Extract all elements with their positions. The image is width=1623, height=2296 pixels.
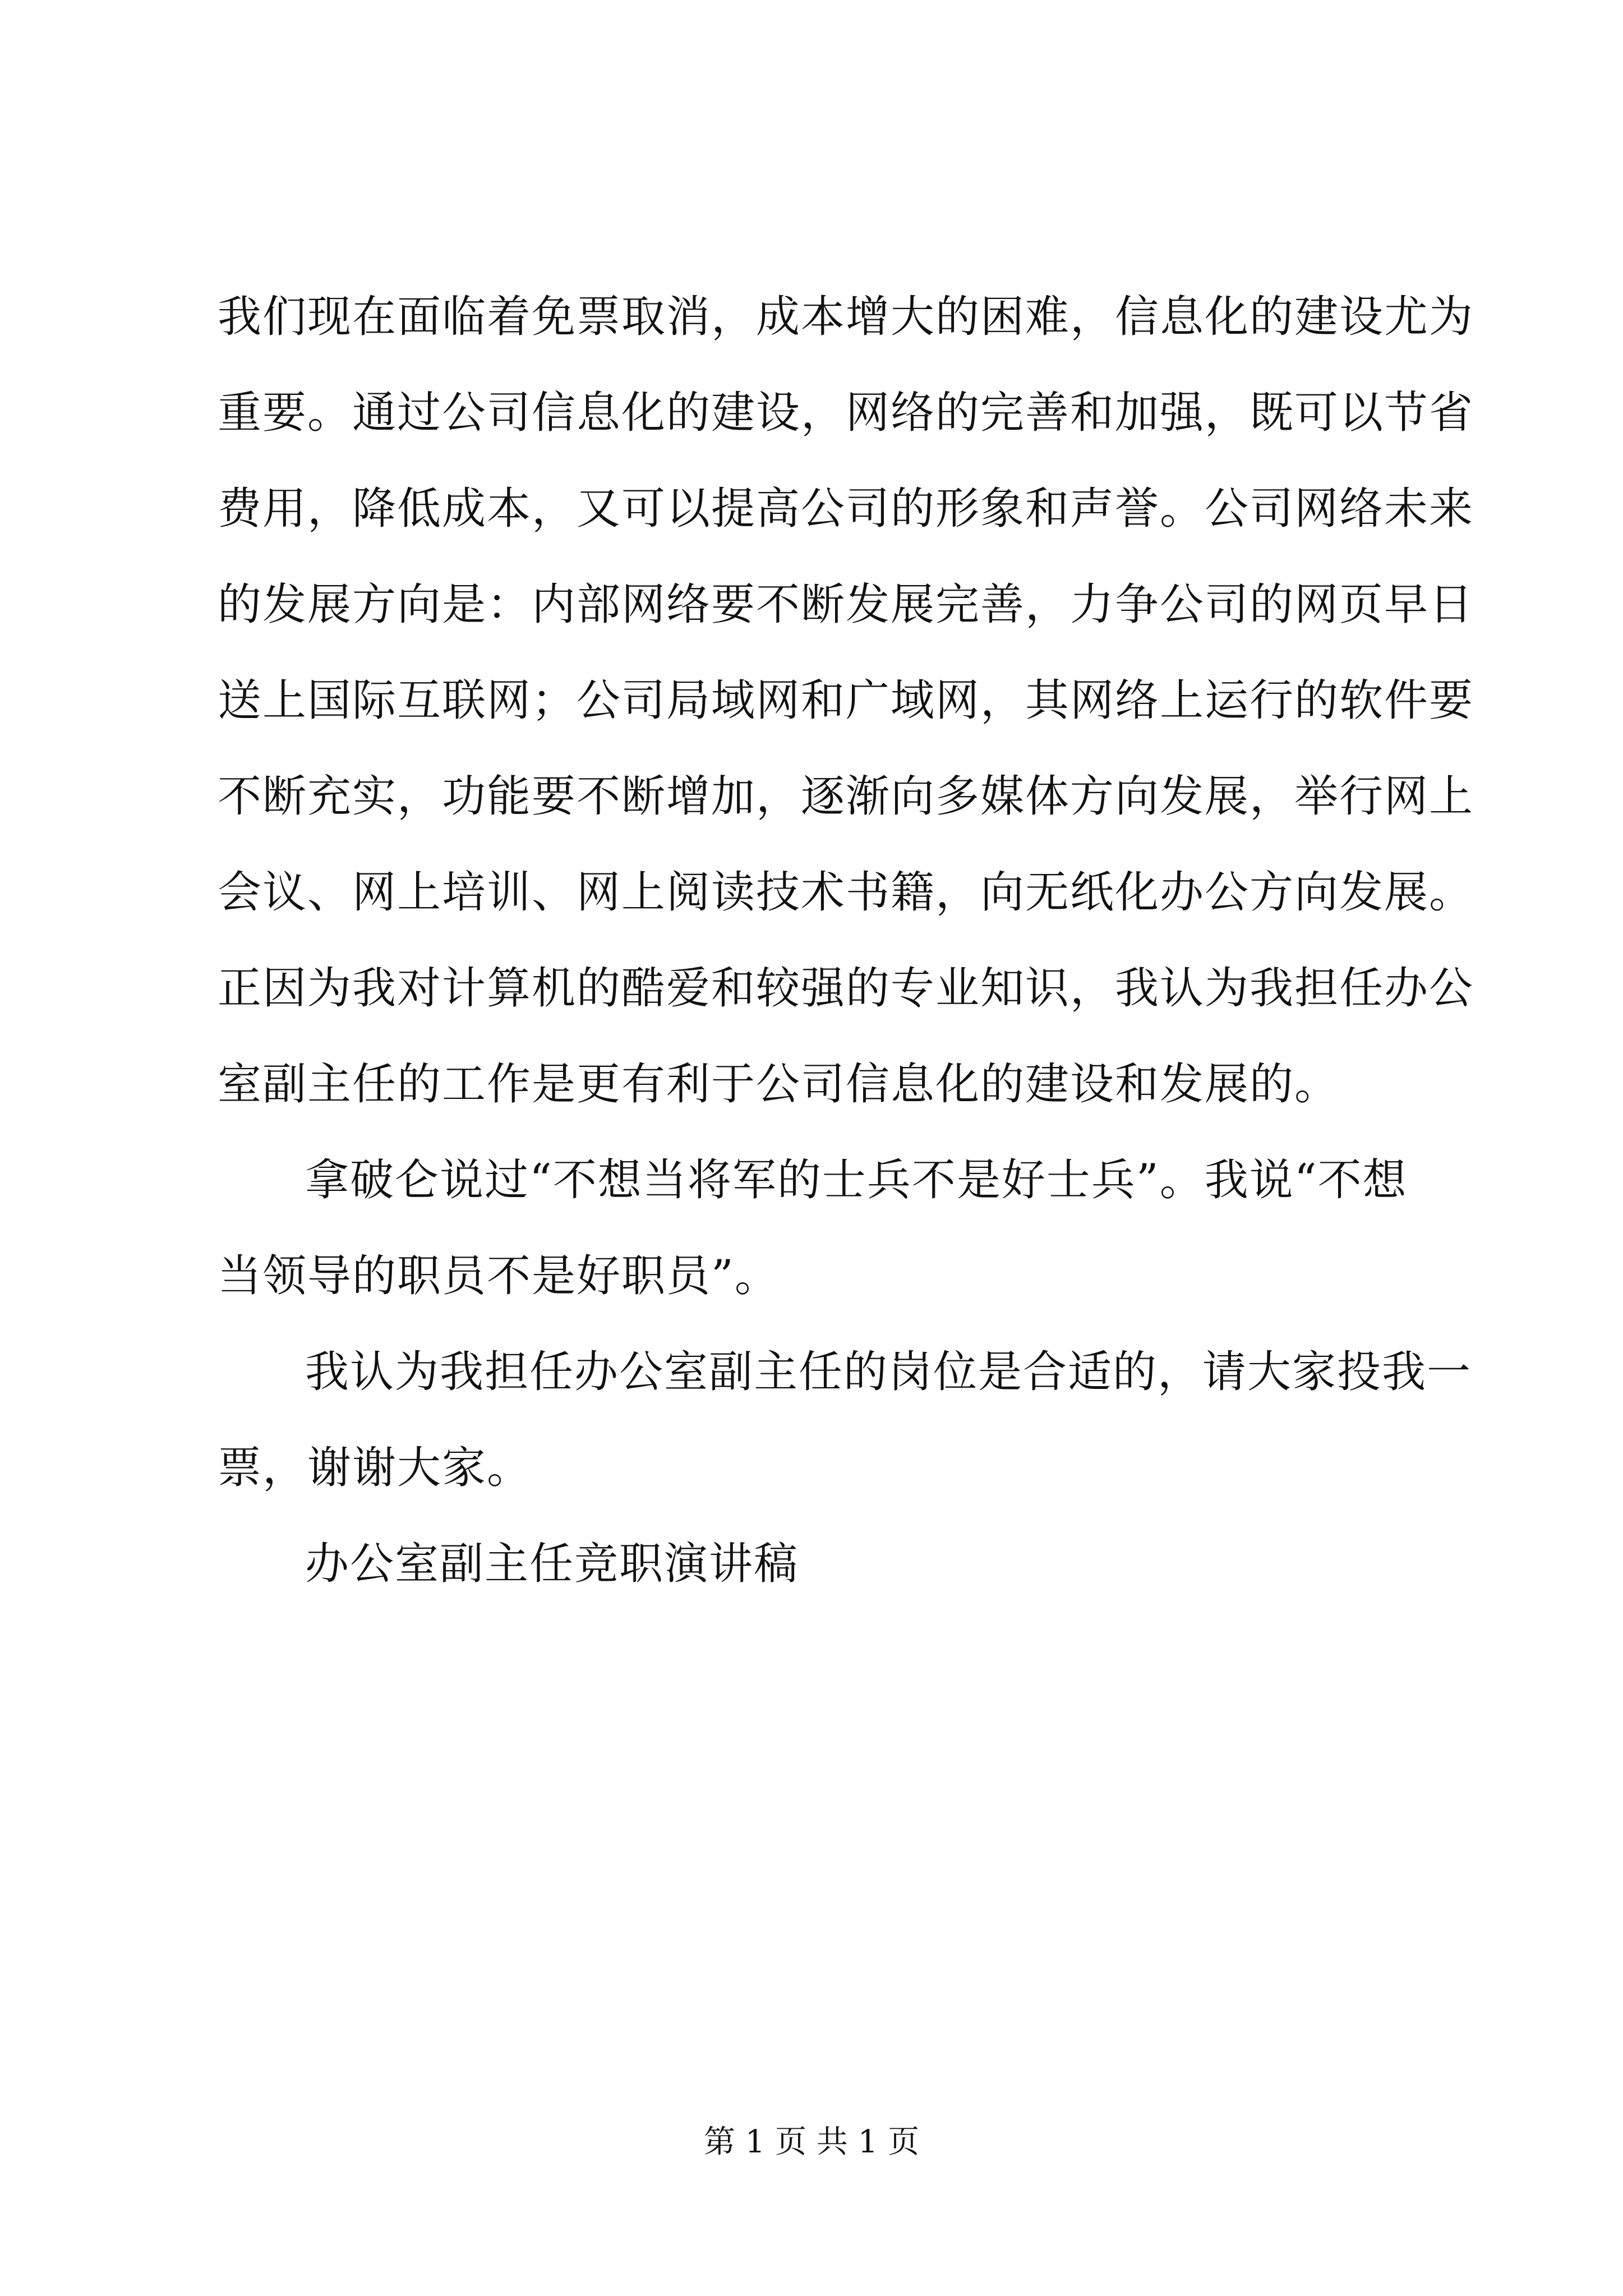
body-line: 的发展方向是：内部网络要不断发展完善，力争公司的网页早日: [218, 579, 1474, 630]
body-line: 费用，降低成本，又可以提高公司的形象和声誉。公司网络未来: [218, 484, 1474, 534]
body-line: 送上国际互联网；公司局域网和广域网，其网络上运行的软件要: [218, 675, 1474, 726]
body-line: 正因为我对计算机的酷爱和较强的专业知识，我认为我担任办公: [218, 963, 1474, 1014]
body-line: 会议、网上培训、网上阅读技术书籍，向无纸化办公方向发展。: [218, 867, 1474, 918]
body-line: 我们现在面临着免票取消，成本增大的困难，信息化的建设尤为: [218, 292, 1474, 342]
body-line: 票，谢谢大家。: [218, 1443, 532, 1493]
body-line: 重要。通过公司信息化的建设，网络的完善和加强，既可以节省: [218, 388, 1474, 438]
body-line: 室副主任的工作是更有利于公司信息化的建设和发展的。: [218, 1059, 1340, 1110]
page-number-footer: 第 1 页 共 1 页: [703, 2124, 920, 2160]
body-line: 拿破仑说过“不想当将军的士兵不是好士兵”。我说“不想: [305, 1155, 1408, 1205]
body-line: 不断充实，功能要不断增加，逐渐向多媒体方向发展，举行网上: [218, 771, 1474, 822]
document-body: [218, 292, 1474, 1635]
document-title-line: 办公室副主任竞职演讲稿: [305, 1539, 799, 1589]
body-line: 我认为我担任办公室副主任的岗位是合适的，请大家投我一: [305, 1347, 1472, 1397]
body-line: 当领导的职员不是好职员”。: [218, 1251, 780, 1301]
